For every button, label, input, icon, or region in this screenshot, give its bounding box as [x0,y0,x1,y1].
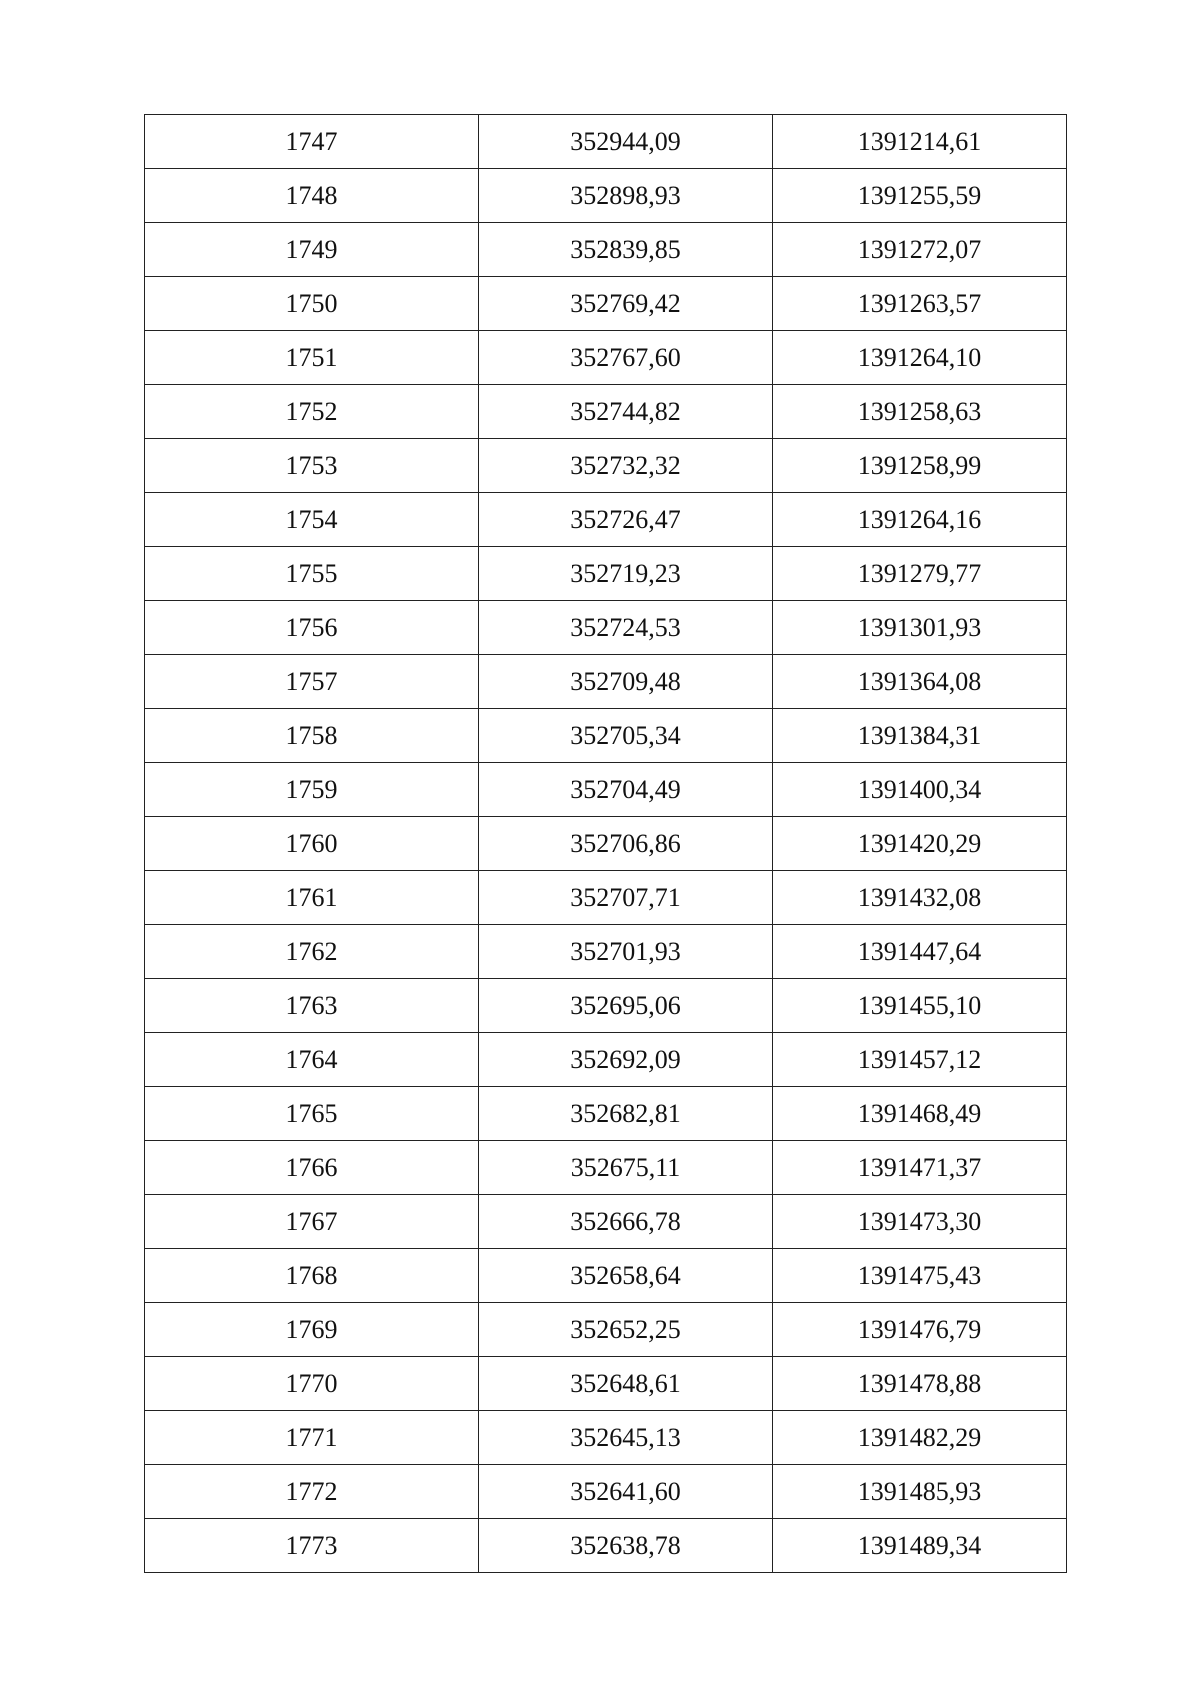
x-coordinate-cell: 352705,34 [479,709,773,763]
point-number-cell: 1773 [145,1519,479,1573]
x-coordinate-cell: 352944,09 [479,115,773,169]
x-coordinate-cell: 352767,60 [479,331,773,385]
x-coordinate-cell: 352732,32 [479,439,773,493]
table-row [145,223,1067,277]
y-coordinate-cell: 1391258,99 [773,439,1067,493]
point-number-cell: 1752 [145,385,479,439]
y-coordinate-cell: 1391384,31 [773,709,1067,763]
point-number-cell: 1747 [145,115,479,169]
point-number-cell: 1765 [145,1087,479,1141]
table-row [145,547,1067,601]
y-coordinate-cell: 1391468,49 [773,1087,1067,1141]
x-coordinate-cell: 352719,23 [479,547,773,601]
table-row [145,1141,1067,1195]
point-number-cell: 1767 [145,1195,479,1249]
table-row [145,979,1067,1033]
y-coordinate-cell: 1391447,64 [773,925,1067,979]
x-coordinate-cell: 352648,61 [479,1357,773,1411]
table-row [145,1303,1067,1357]
table-row [145,655,1067,709]
table-row [145,115,1067,169]
x-coordinate-cell: 352645,13 [479,1411,773,1465]
table-row [145,1087,1067,1141]
table-row [145,1519,1067,1573]
point-number-cell: 1748 [145,169,479,223]
x-coordinate-cell: 352652,25 [479,1303,773,1357]
table-row [145,1249,1067,1303]
point-number-cell: 1766 [145,1141,479,1195]
x-coordinate-cell: 352701,93 [479,925,773,979]
point-number-cell: 1772 [145,1465,479,1519]
x-coordinate-cell: 352658,64 [479,1249,773,1303]
y-coordinate-cell: 1391455,10 [773,979,1067,1033]
point-number-cell: 1771 [145,1411,479,1465]
y-coordinate-cell: 1391473,30 [773,1195,1067,1249]
x-coordinate-cell: 352638,78 [479,1519,773,1573]
y-coordinate-cell: 1391471,37 [773,1141,1067,1195]
y-coordinate-cell: 1391301,93 [773,601,1067,655]
point-number-cell: 1758 [145,709,479,763]
table-row [145,1195,1067,1249]
x-coordinate-cell: 352726,47 [479,493,773,547]
table-row [145,601,1067,655]
table-row [145,817,1067,871]
y-coordinate-cell: 1391364,08 [773,655,1067,709]
x-coordinate-cell: 352744,82 [479,385,773,439]
y-coordinate-cell: 1391482,29 [773,1411,1067,1465]
y-coordinate-cell: 1391489,34 [773,1519,1067,1573]
point-number-cell: 1769 [145,1303,479,1357]
x-coordinate-cell: 352692,09 [479,1033,773,1087]
y-coordinate-cell: 1391457,12 [773,1033,1067,1087]
y-coordinate-cell: 1391478,88 [773,1357,1067,1411]
y-coordinate-cell: 1391432,08 [773,871,1067,925]
x-coordinate-cell: 352682,81 [479,1087,773,1141]
point-number-cell: 1751 [145,331,479,385]
y-coordinate-cell: 1391264,10 [773,331,1067,385]
x-coordinate-cell: 352769,42 [479,277,773,331]
point-number-cell: 1755 [145,547,479,601]
table-row [145,709,1067,763]
point-number-cell: 1764 [145,1033,479,1087]
y-coordinate-cell: 1391264,16 [773,493,1067,547]
y-coordinate-cell: 1391279,77 [773,547,1067,601]
y-coordinate-cell: 1391272,07 [773,223,1067,277]
y-coordinate-cell: 1391258,63 [773,385,1067,439]
y-coordinate-cell: 1391263,57 [773,277,1067,331]
table-row [145,925,1067,979]
x-coordinate-cell: 352724,53 [479,601,773,655]
point-number-cell: 1768 [145,1249,479,1303]
coordinates-table-body [145,115,1067,1573]
y-coordinate-cell: 1391485,93 [773,1465,1067,1519]
point-number-cell: 1770 [145,1357,479,1411]
table-row [145,439,1067,493]
x-coordinate-cell: 352839,85 [479,223,773,277]
x-coordinate-cell: 352675,11 [479,1141,773,1195]
table-row [145,385,1067,439]
table-row [145,1411,1067,1465]
x-coordinate-cell: 352709,48 [479,655,773,709]
point-number-cell: 1761 [145,871,479,925]
y-coordinate-cell: 1391475,43 [773,1249,1067,1303]
table-row [145,1357,1067,1411]
point-number-cell: 1763 [145,979,479,1033]
x-coordinate-cell: 352704,49 [479,763,773,817]
y-coordinate-cell: 1391476,79 [773,1303,1067,1357]
y-coordinate-cell: 1391420,29 [773,817,1067,871]
y-coordinate-cell: 1391400,34 [773,763,1067,817]
point-number-cell: 1762 [145,925,479,979]
y-coordinate-cell: 1391214,61 [773,115,1067,169]
table-row [145,493,1067,547]
table-row [145,1033,1067,1087]
point-number-cell: 1753 [145,439,479,493]
point-number-cell: 1750 [145,277,479,331]
table-row [145,331,1067,385]
table-row [145,277,1067,331]
x-coordinate-cell: 352641,60 [479,1465,773,1519]
x-coordinate-cell: 352666,78 [479,1195,773,1249]
point-number-cell: 1756 [145,601,479,655]
point-number-cell: 1749 [145,223,479,277]
table-row [145,871,1067,925]
y-coordinate-cell: 1391255,59 [773,169,1067,223]
point-number-cell: 1757 [145,655,479,709]
x-coordinate-cell: 352898,93 [479,169,773,223]
x-coordinate-cell: 352706,86 [479,817,773,871]
table-row [145,763,1067,817]
point-number-cell: 1759 [145,763,479,817]
table-row [145,169,1067,223]
coordinates-table [144,114,1067,1573]
table-row [145,1465,1067,1519]
point-number-cell: 1760 [145,817,479,871]
point-number-cell: 1754 [145,493,479,547]
x-coordinate-cell: 352707,71 [479,871,773,925]
x-coordinate-cell: 352695,06 [479,979,773,1033]
